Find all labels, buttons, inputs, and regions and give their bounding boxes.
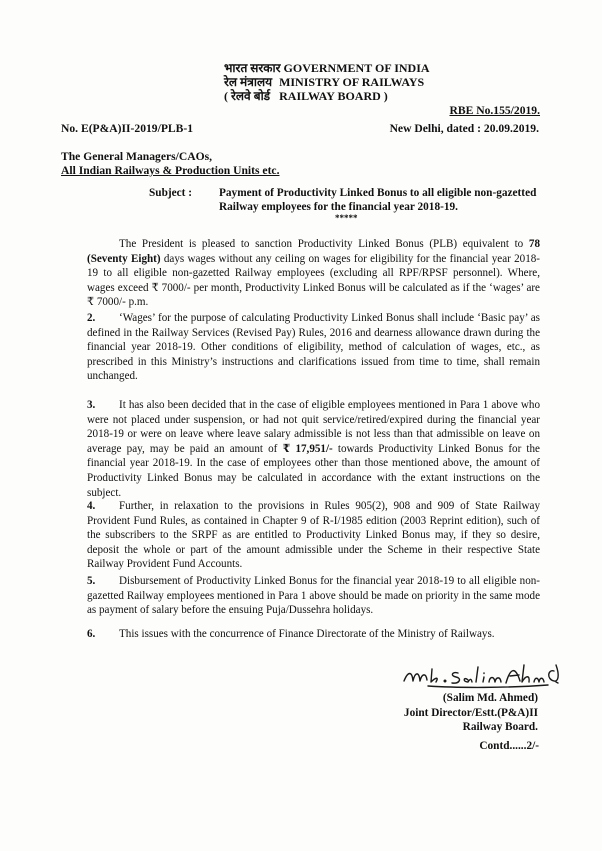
paragraph-1-text-b: days wages without any ceiling on wages for eligibility for the financial year 2018-19 to all eligible non-gazetted Railway employees (excluding all RPF/RPSF personnel). Where, wages exceed ₹ 7000/- per month, Productivity Linked Bonus will be calculated as if the ‘wages’ are ₹ 7000/- p.m. bbox=[87, 252, 540, 309]
paragraph-5-number: 5. bbox=[87, 575, 96, 587]
letterhead-line-3 bbox=[224, 87, 388, 104]
paragraph-2-text: ‘Wages’ for the purpose of calculating Productivity Linked Bonus shall include ‘Basic pay’ as defined in the Railway Services (Revised Pay) Rules, 2016 and dearness allowance drawn during the financial year 2018-19. Other conditions of eligibility, method of calculation of wages, etc., as prescribed in this Ministry’s instructions and clarifications issued from time to time, shall remain unchanged. bbox=[87, 312, 540, 383]
letterhead-hindi-board: रेलवे बोर्ड bbox=[231, 89, 271, 103]
paragraph-1 bbox=[87, 237, 540, 310]
file-number: No. E(P&A)II-2019/PLB-1 bbox=[61, 122, 194, 135]
subject-label: Subject : bbox=[149, 187, 192, 199]
paragraph-3-number: 3. bbox=[87, 399, 96, 411]
signatory-block bbox=[404, 691, 538, 735]
paragraph-4 bbox=[87, 499, 540, 572]
signatory-name: (Salim Md. Ahmed) bbox=[442, 692, 538, 704]
paragraph-6-number: 6. bbox=[87, 628, 96, 640]
paragraph-3 bbox=[87, 398, 540, 500]
addressee-line-2: All Indian Railways & Production Units etc. bbox=[61, 164, 280, 177]
paragraph-6 bbox=[87, 627, 540, 642]
letterhead-paren: ( bbox=[224, 89, 228, 103]
paragraph-2-number: 2. bbox=[87, 312, 96, 324]
paragraph-3-text-b: towards Productivity Linked Bonus for the financial year 2018-19. In the case of employees other than those mentioned above, the amount of Productivity Linked Bonus may be calculated in accordance with the extant instructions on the subject. bbox=[87, 442, 540, 499]
signatory-office: Railway Board. bbox=[462, 721, 538, 733]
addressee-line-1: The General Managers/CAOs, bbox=[61, 150, 213, 163]
signatory-designation: Joint Director/Estt.(P&A)II bbox=[403, 706, 538, 719]
letterhead-ministry-of-railways: MINISTRY OF RAILWAYS bbox=[279, 75, 425, 89]
paragraph-6-text: This issues with the concurrence of Finance Directorate of the Ministry of Railways. bbox=[119, 628, 495, 640]
subject-line-1: Payment of Productivity Linked Bonus to all eligible non-gazetted bbox=[219, 187, 537, 199]
paragraph-1-bonus-days: 78 (Seventy Eight) bbox=[87, 238, 540, 265]
subject-stars: ***** bbox=[335, 213, 358, 223]
paragraph-2 bbox=[87, 311, 540, 384]
paragraph-4-number: 4. bbox=[87, 500, 96, 512]
paragraph-4-text: Further, in relaxation to the provisions in Rules 905(2), 908 and 909 of State Railway Provident Fund Rules, as contained in Chapter 9 of R-I/1985 edition (2003 Reprint edition), such of the subscribers to the SRPF as are entitled to Productivity Linked Bonus may, if they so desire, deposit the whole or part of the amount admissible under the Scheme in their respective State Railway Provident Fund Accounts. bbox=[87, 500, 540, 571]
paragraph-5 bbox=[87, 574, 540, 618]
paragraph-1-text-a: The President is pleased to sanction Productivity Linked Bonus (PLB) equivalent to bbox=[119, 238, 524, 250]
letterhead-hindi-govt: भारत सरकार bbox=[224, 61, 281, 75]
subject-line-2: Railway employees for the financial year 2018-19. bbox=[219, 201, 458, 213]
letterhead-railway-board: RAILWAY BOARD ) bbox=[279, 89, 388, 103]
rbe-number: RBE No.155/2019. bbox=[449, 104, 540, 117]
place-date: New Delhi, dated : 20.09.2019. bbox=[389, 122, 539, 135]
paragraph-3-text-a: It has also been decided that in the case of eligible employees mentioned in Para 1 above who were not placed under suspension, or had not quit service/retired/expired during the financial year 2018-19 or were on leave where leave salary admissible is not less than that admissible on leave on average pay, may be paid an amount of bbox=[87, 399, 540, 455]
signature-image bbox=[398, 659, 570, 693]
letterhead-hindi-ministry: रेल मंत्रालय bbox=[224, 75, 273, 89]
continuation-note: Contd......2/- bbox=[479, 740, 539, 752]
paragraph-3-amount: ₹ 17,951/- bbox=[282, 442, 333, 455]
letterhead-govt-of-india: GOVERNMENT OF INDIA bbox=[283, 61, 430, 75]
paragraph-5-text: Disbursement of Productivity Linked Bonus for the financial year 2018-19 to all eligible non-gazetted Railway employees mentioned in Para 1 above should be made on priority in the same mode as payment of salary before the ensuing Puja/Dussehra holidays. bbox=[87, 575, 540, 617]
